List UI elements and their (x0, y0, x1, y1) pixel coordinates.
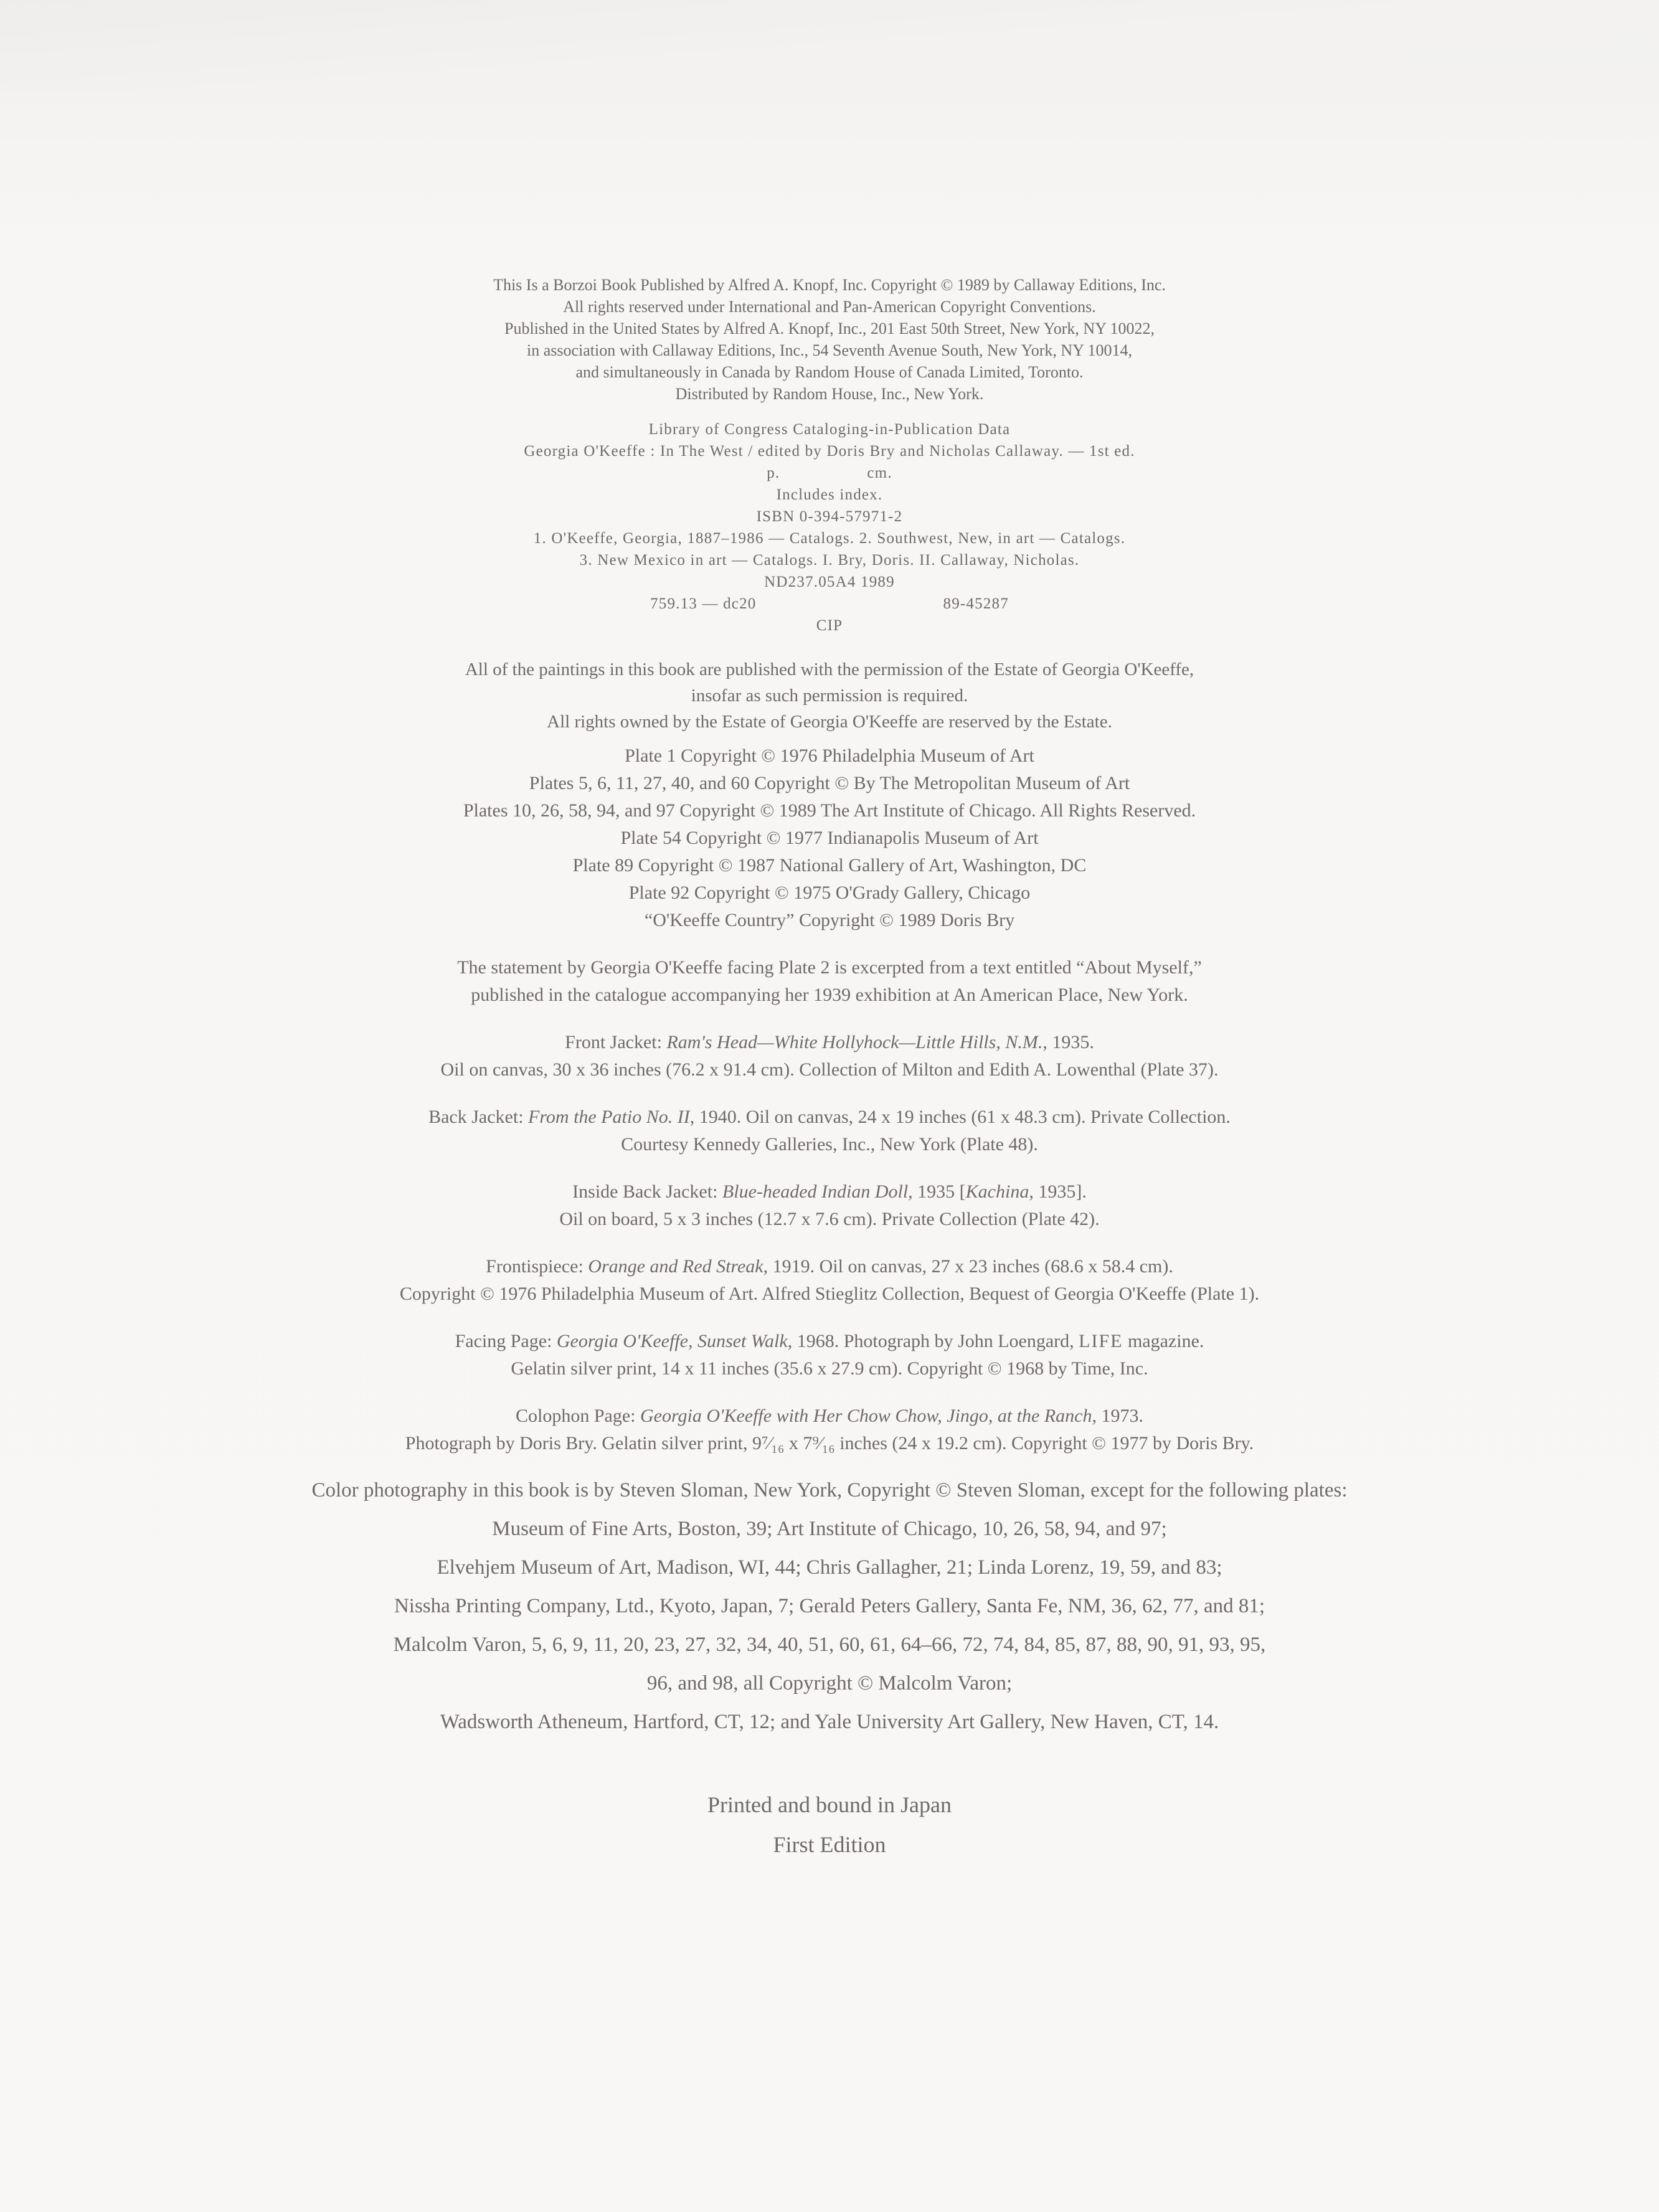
statement-line: published in the catalogue accompanying her 1939 exhibition at An American Place, New York. (471, 985, 1188, 1005)
frontispiece-line-2: Copyright © 1976 Philadelphia Museum of Art. Alfred Stieglitz Collection, Bequest of Georgia O'Keeffe (Plate 1). (399, 1283, 1260, 1304)
cip-call-number: ND237.05A4 1989 (764, 574, 895, 590)
cip-isbn: ISBN 0-394-57971-2 (756, 508, 903, 525)
inside-back-jacket-credit (125, 1178, 1534, 1233)
cip-lccn: 89-45287 (943, 595, 1009, 612)
photo-credit-line: Malcolm Varon, 5, 6, 9, 11, 20, 23, 27, 32, 34, 40, 51, 60, 61, 64–66, 72, 74, 84, 85, 87, 88, 90, 91, 93, 95, (393, 1633, 1266, 1656)
artwork-details: , 1968. Photograph by John Loengard, (787, 1331, 1079, 1351)
inside-back-jacket-line-2: Oil on board, 5 x 3 inches (12.7 x 7.6 cm). Private Collection (Plate 42). (559, 1209, 1100, 1229)
artwork-title: From the Patio No. II (528, 1107, 690, 1127)
publisher-line: Published in the United States by Alfred A. Knopf, Inc., 201 East 50th Street, New York, NY 10022, (504, 319, 1155, 338)
plate-credit-line: Plate 54 Copyright © 1977 Indianapolis Museum of Art (620, 828, 1039, 848)
frontispiece-credit (125, 1253, 1534, 1308)
magazine-suffix: magazine. (1123, 1331, 1204, 1351)
cip-subjects-1: 1. O'Keeffe, Georgia, 1887–1986 — Catalogs. 2. Southwest, New, in art — Catalogs. (533, 530, 1126, 547)
permissions-block (125, 656, 1534, 735)
artwork-details: , 1940. Oil on canvas, 24 x 19 inches (61 x 48.3 cm). Private Collection. (689, 1107, 1231, 1127)
colophon-line-1 (125, 1402, 1534, 1430)
plate-credits-block (125, 742, 1534, 934)
publisher-line: Distributed by Random House, Inc., New York. (675, 385, 984, 403)
facing-page-line-1 (125, 1328, 1534, 1355)
cip-pages-row (125, 462, 1534, 484)
credit-label: Colophon Page: (515, 1406, 640, 1426)
cip-index: Includes index. (776, 486, 883, 503)
plate-credit-line: “O'Keeffe Country” Copyright © 1989 Doris Bry (644, 910, 1015, 930)
artwork-alt-title: Kachina (965, 1181, 1029, 1202)
artwork-year: , 1935. (1042, 1032, 1094, 1052)
photo-credit-line: Wadsworth Atheneum, Hartford, CT, 12; and Yale University Art Gallery, New Haven, CT, 14. (440, 1711, 1219, 1733)
cip-classification-row (125, 593, 1534, 615)
permissions-line: All of the paintings in this book are published with the permission of the Estate of Georgia O'Keeffe, (465, 659, 1194, 679)
printed-in: Printed and bound in Japan (707, 1792, 952, 1817)
back-jacket-credit (125, 1104, 1534, 1158)
photo-credit-line: Museum of Fine Arts, Boston, 39; Art Institute of Chicago, 10, 26, 58, 94, and 97; (492, 1518, 1167, 1540)
front-jacket-line-2: Oil on canvas, 30 x 36 inches (76.2 x 91.4 cm). Collection of Milton and Edith A. Lowenthal (Plate 37). (440, 1059, 1219, 1080)
facing-page-credit (125, 1328, 1534, 1382)
artwork-title: Blue-headed Indian Doll (722, 1181, 909, 1202)
credit-label: Frontispiece: (486, 1256, 588, 1277)
publisher-line: in association with Callaway Editions, Inc., 54 Seventh Avenue South, New York, NY 10014, (526, 341, 1133, 359)
top-shadow (0, 0, 1659, 93)
colophon-page-credit (125, 1402, 1534, 1457)
frontispiece-line-1 (125, 1253, 1534, 1280)
artwork-title: Georgia O'Keeffe, Sunset Walk (556, 1331, 788, 1351)
photo-credit-line: 96, and 98, all Copyright © Malcolm Varon; (646, 1672, 1013, 1694)
plate-credit-line: Plate 89 Copyright © 1987 National Gallery of Art, Washington, DC (572, 855, 1087, 876)
publisher-line: and simultaneously in Canada by Random House of Canada Limited, Toronto. (575, 363, 1084, 381)
publisher-block (125, 274, 1534, 405)
artwork-details: , 1919. Oil on canvas, 27 x 23 inches (68.6 x 58.4 cm). (763, 1256, 1173, 1277)
plate-credit-line: Plates 5, 6, 11, 27, 40, and 60 Copyright © By The Metropolitan Museum of Art (529, 773, 1130, 793)
credit-label: Inside Back Jacket: (572, 1181, 722, 1202)
credit-label: Front Jacket: (565, 1032, 667, 1052)
artwork-alt-year: , 1935]. (1029, 1181, 1087, 1202)
credit-label: Facing Page: (455, 1331, 557, 1351)
plate-credit-line: Plate 1 Copyright © 1976 Philadelphia Museum of Art (625, 745, 1034, 766)
printing-block (125, 1785, 1534, 1865)
photo-credit-line: Elvehjem Museum of Art, Madison, WI, 44; Chris Gallagher, 21; Linda Lorenz, 19, 59, and 83; (437, 1556, 1222, 1579)
publisher-line: All rights reserved under International and Pan-American Copyright Conventions. (563, 298, 1096, 316)
artwork-title: Orange and Red Streak (588, 1256, 763, 1277)
artwork-title: Ram's Head—White Hollyhock—Little Hills, N.M. (666, 1032, 1043, 1052)
artwork-year: , 1935 [ (908, 1181, 966, 1202)
magazine-name: LIFE (1079, 1331, 1123, 1351)
artwork-title: Georgia O'Keeffe with Her Chow Chow, Jingo, at the Ranch (640, 1406, 1092, 1426)
artwork-year: , 1973. (1092, 1406, 1143, 1426)
edition: First Edition (773, 1832, 886, 1857)
cip-heading: Library of Congress Cataloging-in-Publication Data (648, 421, 1011, 438)
cip-cm: cm. (867, 465, 892, 481)
permissions-line: insofar as such permission is required. (691, 686, 968, 706)
cip-dewey: 759.13 — dc20 (650, 595, 757, 612)
cip-p: p. (767, 465, 780, 481)
cip-block (125, 418, 1534, 636)
credit-label: Back Jacket: (428, 1107, 529, 1127)
cip-label: CIP (816, 617, 843, 634)
photo-credit-line: Nissha Printing Company, Ltd., Kyoto, Japan, 7; Gerald Peters Gallery, Santa Fe, NM, 36, 62, 77, and 81; (394, 1595, 1265, 1617)
photo-credit-line: Color photography in this book is by Steven Sloman, New York, Copyright © Steven Sloman, except for the following plates: (311, 1479, 1348, 1501)
plate-credit-line: Plate 92 Copyright © 1975 O'Grady Gallery, Chicago (628, 882, 1031, 903)
publisher-line: This Is a Borzoi Book Published by Alfred A. Knopf, Inc. Copyright © 1989 by Callaway Editions, Inc. (493, 276, 1166, 294)
facing-page-line-2: Gelatin silver print, 14 x 11 inches (35.6 x 27.9 cm). Copyright © 1968 by Time, Inc. (511, 1358, 1148, 1379)
front-jacket-line-1 (125, 1029, 1534, 1056)
cip-title-line: Georgia O'Keeffe : In The West / edited by Doris Bry and Nicholas Callaway. — 1st ed. (524, 443, 1135, 460)
back-jacket-line-2: Courtesy Kennedy Galleries, Inc., New York (Plate 48). (621, 1134, 1038, 1155)
plate-credit-line: Plates 10, 26, 58, 94, and 97 Copyright © 1989 The Art Institute of Chicago. All Rights Reserved. (463, 800, 1196, 821)
front-jacket-credit (125, 1029, 1534, 1084)
photo-credits-block (125, 1471, 1534, 1741)
statement-line: The statement by Georgia O'Keeffe facing Plate 2 is excerpted from a text entitled “About Myself,” (457, 957, 1202, 978)
cip-subjects-2: 3. New Mexico in art — Catalogs. I. Bry, Doris. II. Callaway, Nicholas. (579, 552, 1080, 569)
copyright-content (125, 274, 1534, 1865)
back-jacket-line-1 (125, 1104, 1534, 1131)
statement-block (125, 954, 1534, 1009)
inside-back-jacket-line-1 (125, 1178, 1534, 1206)
permissions-line: All rights owned by the Estate of Georgia O'Keeffe are reserved by the Estate. (547, 712, 1112, 732)
colophon-line-2: Photograph by Doris Bry. Gelatin silver print, 9⁷⁄₁₆ x 7⁹⁄₁₆ inches (24 x 19.2 cm). Copyright © 1977 by Doris Bry. (405, 1433, 1254, 1453)
